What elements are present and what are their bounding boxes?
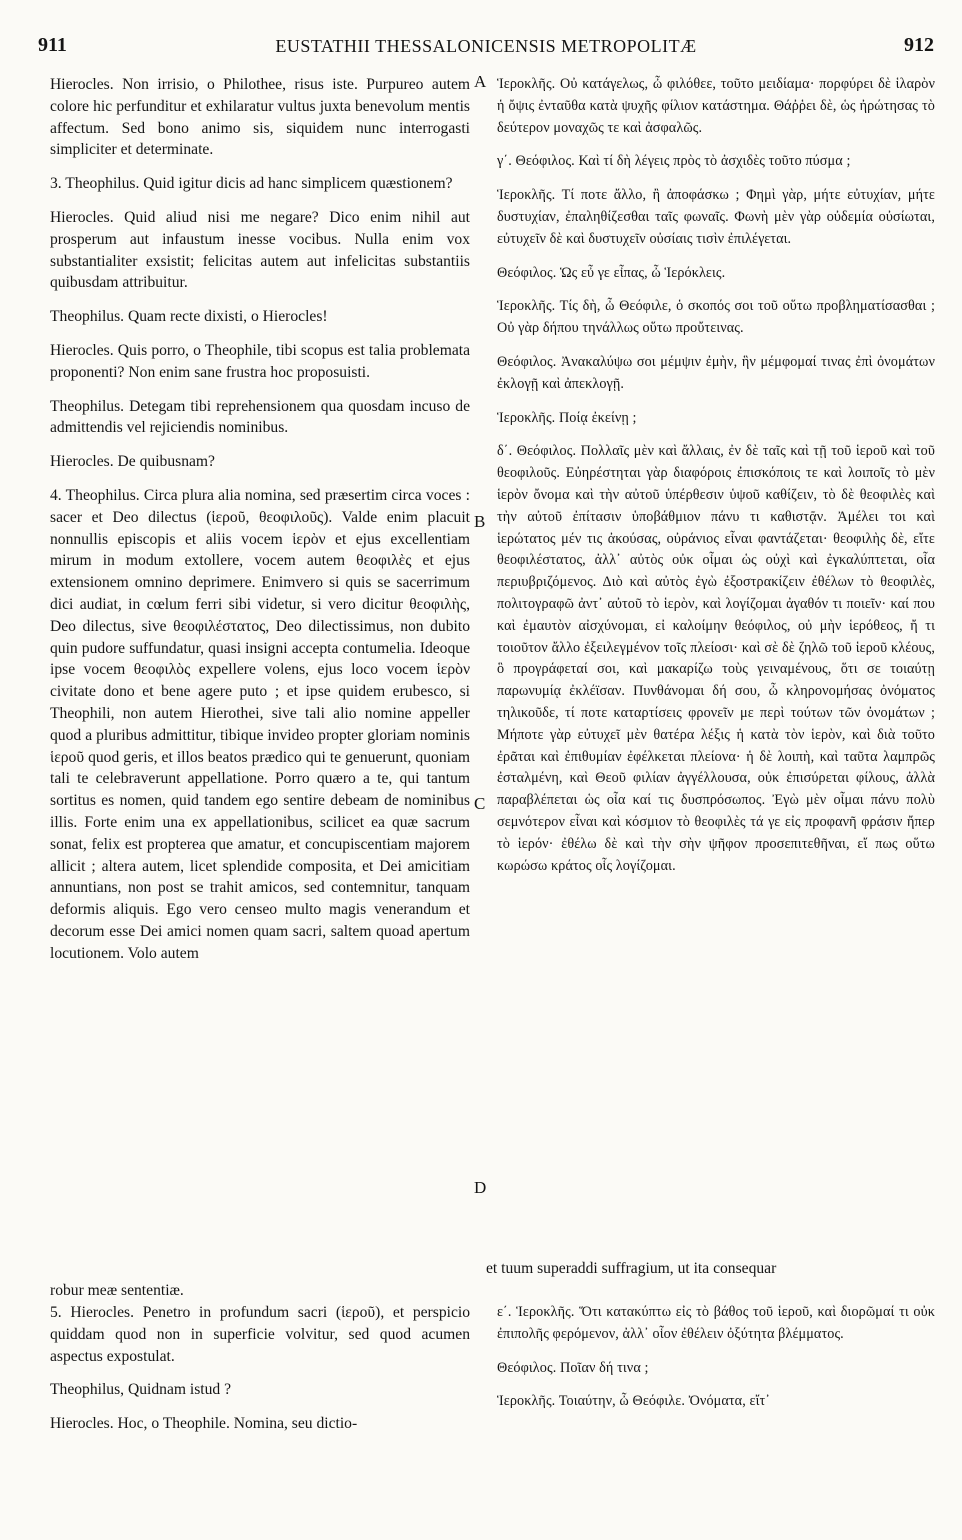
greek-column-lower [497,1302,935,1532]
latin-end-line: robur meæ sententiæ. [50,1281,184,1299]
greek-paragraph: δ΄. Θεόφιλος. Πολλαῖς μὲν καὶ ἄλλαις, ἐν δὲ ταῖς καὶ τῇ τοῦ ἱεροῦ καὶ τοῦ θεοφιλοῦς. Εὐηρέστηται γὰρ διαφόροις ἐπισκόποις τε καὶ λοιποῖς τὸ μὲν ἱερὸν ὄνομα καὶ τὴν αὐτοῦ ὑπέρθεσιν ὑψοῦ καθίζειν, τὸ δὲ θεοφιλὲς καὶ τὴν αὐτοῦ ἐπίτασιν ὑποβάθμιον πάνυ τι καθιστᾷν. Ἀμέλει τοι καὶ ἱερώτατος μέν τις ἀκούσας, οὐράνιος εἶναι φαντάζεται· θεοφιλὴς δὲ, εἴτε θεοφιλέστατος, ἀλλ᾽ αὐτὸς οὐκ οἶμαι ὡς οὐχὶ καὶ ἐγκαλύπτεται, οἷα περιυβριζόμενος. Διὸ καὶ αὐτὸς ἐγὼ ἐξοστρακίζειν ἐθέλων τὸ θεοφιλὲς, πολιτογραφῶ ἀντ᾽ αὐτοῦ τὸ ἱερὸν, καὶ λογίζομαι ἀγαθόν τι ποιεῖν· καί που καὶ ἐμαυτὸν αἰσχύνομαι, εἰ καλοίμην θεόφιλος, οὐ μὴν ἱερόθεος, ἤ τι τοιοῦτον ἄλλο ἐξειλεγμένον τοῖς πλείοσι· καὶ σὲ δὲ ζηλῶ τοῦ ἱεροῦ κλέους, ὃ προγράφεταί σοι, καὶ μακαρίζω τοὺς γειναμένους, ὅτι σε τοιαύτῃ παρωνυμίᾳ ἐκλέϊσαν. Πυνθάνομαι δή σου, ὦ κληρονομήσας ὀνόματος τηλικοῦδε, τί ποτε καταρτίσεις φρονεῖν με περὶ τούτων τῶν ὀνομάτων ; Μήποτε γὰρ εὐτυχεῖ μὲν θατέρα λέξις ἡ κατὰ τὸν ἱερὸν, καὶ διὰ τοῦτο ἐρᾶται καὶ ἐπιθυμίαν ἐφέλκεται πλείονα· ἡ δὲ λοιπὴ, καὶ ταῦτα λαμπρῶς ἐσταλμένη, καὶ Θεοῦ φιλίαν ἀγγέλλουσα, οὐκ ἐπισύρεται φίλους, ἀλλὰ παραβλέπεται ὡς οἷα καί τις δυσπρόσωπος. Ἐγὼ μὲν οἶμαι πάνυ πολὺ σεμνότερον εἶναι καὶ κόσμιον τὸ θεοφιλὲς τά γε εἰς προφανῆ φράσιν ἤπερ τὸ ἱερόν· ἐθέλω δὲ καὶ τὴν σὴν ψῆφον προσεπιτεθῆναι, εἴ πως οὕτω κωρώσω κράτος οἷς λογίζομαι. [497,443,935,874]
latin-paragraph: Theophilus. Detegam tibi reprehensionem qua quosdam incuso de admittendis vel rejiciendis nominibus. [50,397,470,437]
margin-letter-b: B [474,512,486,531]
latin-column-lower [50,1302,470,1532]
greek-paragraph: Θεόφιλος. Ὡς εὖ γε εἶπας, ὦ Ἱερόκλεις. [497,264,726,281]
latin-paragraph: 4. Theophilus. Circa plura alia nomina, sed præsertim circa voces : sacer et Deo dilectus (ἱεροῦ, θεοφιλοῦς). Valde enim placuit nonnullis episcopis et aliis vocem ἱερὸν et ejus excellentiam mirum in modum extollere, vocem autem θεοφιλὲς et ejus extensionem omnino deprimere. Enimvero si quis se sacerrimum dici audiat, in cœlum ferri sibi videtur, si vero dicitur θεοφιλὴς, Deo dilectus, sive θεοφιλέστατος, Deo dilectissimus, non dubito quin pudore suffundatur, quasi insigni accepta contumelia. Ideoque ipse vocem θεοφιλὸς expellere volens, ejus loco vocem ἱερὸν civitate dono et bene agere puto ; et ipse quidem erubesco, si Theophili, non autem Hierothei, sive tali alio nomine appeller quod a pluribus admittitur, tibique invideo propter gloriam nominis ἱεροῦ quod geris, et illos beatos prædico qui te genuerunt, quoniam tali te celebraverunt appellatione. Porro quæro a te, qui tantum sortitus es nomen, quid tandem ego sentire debeam de nominibus illis. Forte enim una ex appellationibus, scilicet ea quæ sacrum sonat, felix est propterea que amatur, et concupiscentiam majorem allicit ; altera autem, licet splendide composita, et Dei amicitiam annuntians, non post se trahit amicos, sed contemnitur, tanquam deformis aliquis. Ego vero censeo multo magis venerandum et decorum esse Dei amici nomen quam sacri, saltem quoad apertum locutionem. Volo autem [50,486,470,962]
latin-paragraph: Theophilus, Quidnam istud ? [50,1381,232,1399]
margin-letter-d: D [474,1178,487,1197]
latin-column [50,74,470,1254]
latin-tail-line: et tuum superaddi suffragium, ut ita consequar [486,1260,777,1277]
latin-paragraph: 3. Theophilus. Quid igitur dicis ad hanc simplicem quæstionem? [50,175,453,193]
running-header [38,34,934,64]
margin-letter-c: C [474,794,486,813]
latin-full-width-lines [50,1258,934,1302]
latin-paragraph: Hierocles. Quis porro, o Theophile, tibi scopus est talia problemata proponenti? Non enim sane frustra hoc proposuisti. [50,341,470,381]
greek-paragraph: Ἱεροκλῆς. Τοιαύτην, ὦ Θεόφιλε. Ὀνόματα, εἴτ᾽ [497,1393,771,1410]
greek-paragraph: Ἱεροκλῆς. Τί ποτε ἄλλο, ἢ ἀποφάσκω ; Φημὶ γὰρ, μήτε εὐτυχίαν, μήτε δυστυχίαν, ἐπαληθίζεσθαι ταῖς φωναῖς. Φωνὴ μὲν γὰρ οὐδεμία οὐσίωται, εὐτυχεῖν δὲ καὶ δυστυχεῖν οὐσίαις τισὶν ἐπιλέγεται. [497,187,935,247]
greek-paragraph: Ἱεροκλῆς. Ποίᾳ ἐκείνῃ ; [497,409,637,426]
latin-paragraph: 5. Hierocles. Penetro in profundum sacri (ἱεροῦ), et perspicio quiddam quod non in superficie volvitur, sed quod acumen aspectus expostulat. [50,1304,470,1365]
latin-paragraph: Hierocles. Non irrisio, o Philothee, risus iste. Purpureo autem colore hic perfunditur et exhilaratur vultus juxta benevolum mentis affectum. Sed bono animo sis, siquidem nunc interrogasti simpliciter et determinate. [50,76,470,159]
greek-column [497,74,935,1254]
greek-paragraph: Θεόφιλος. Ἀνακαλύψω σοι μέμψιν ἐμὴν, ἣν μέμφομαί τινας ἐπὶ ὀνομάτων ἐκλογῇ καὶ ἀπεκλογῇ. [497,353,935,392]
left-page-number: 911 [38,34,67,56]
running-title: EUSTATHII THESSALONICENSIS METROPOLITÆ [275,36,697,56]
margin-letter-a: A [474,72,487,91]
right-page-number: 912 [904,34,934,56]
greek-paragraph: Ἱεροκλῆς. Οὐ κατάγελως, ὦ φιλόθεε, τοῦτο μειδίαμα· πορφύρει δὲ ἱλαρὸν ἡ ὄψις ἐνταῦθα κατὰ ψυχῆς φίλιον κατάστημα. Θάῤῥει δὲ, ὡς ἠρώτησας τὸ δεύτερον μοναχῶς τε καὶ ἀσφαλῶς. [497,76,935,136]
latin-paragraph: Hierocles. Quid aliud nisi me negare? Dico enim nihil aut prosperum aut infaustum inesse vocibus. Nulla enim vox substantialiter exsistit; felicitas autem aut infelicitas substantiis quibusdam attribuitur. [50,208,470,292]
latin-paragraph: Hierocles. Hoc, o Theophile. Nomina, seu dictio- [50,1415,358,1433]
greek-paragraph: ε΄. Ἱεροκλῆς. Ὅτι κατακύπτω εἰς τὸ βάθος τοῦ ἱεροῦ, καὶ διορῶμαί τι οὐκ ἐπιπολῆς φερόμενον, ἀλλ᾽ οἷον ἐθέλειν ὀξύτητα βλέμματος. [497,1304,935,1342]
greek-paragraph: Θεόφιλος. Ποῖαν δή τινα ; [497,1359,649,1376]
greek-paragraph: Ἱεροκλῆς. Τίς δὴ, ὦ Θεόφιλε, ὁ σκοπός σοι τοῦ οὕτω προβληματίσασθαι ; Οὐ γὰρ δήπου τηνάλλως οὕτω προὔτεινας. [497,298,935,337]
latin-paragraph: Theophilus. Quam recte dixisti, o Hierocles! [50,308,328,326]
latin-paragraph: Hierocles. De quibusnam? [50,453,215,471]
greek-paragraph: γ΄. Θεόφιλος. Καὶ τί δὴ λέγεις πρὸς τὸ ἀσχιδὲς τοῦτο πύσμα ; [497,153,851,170]
